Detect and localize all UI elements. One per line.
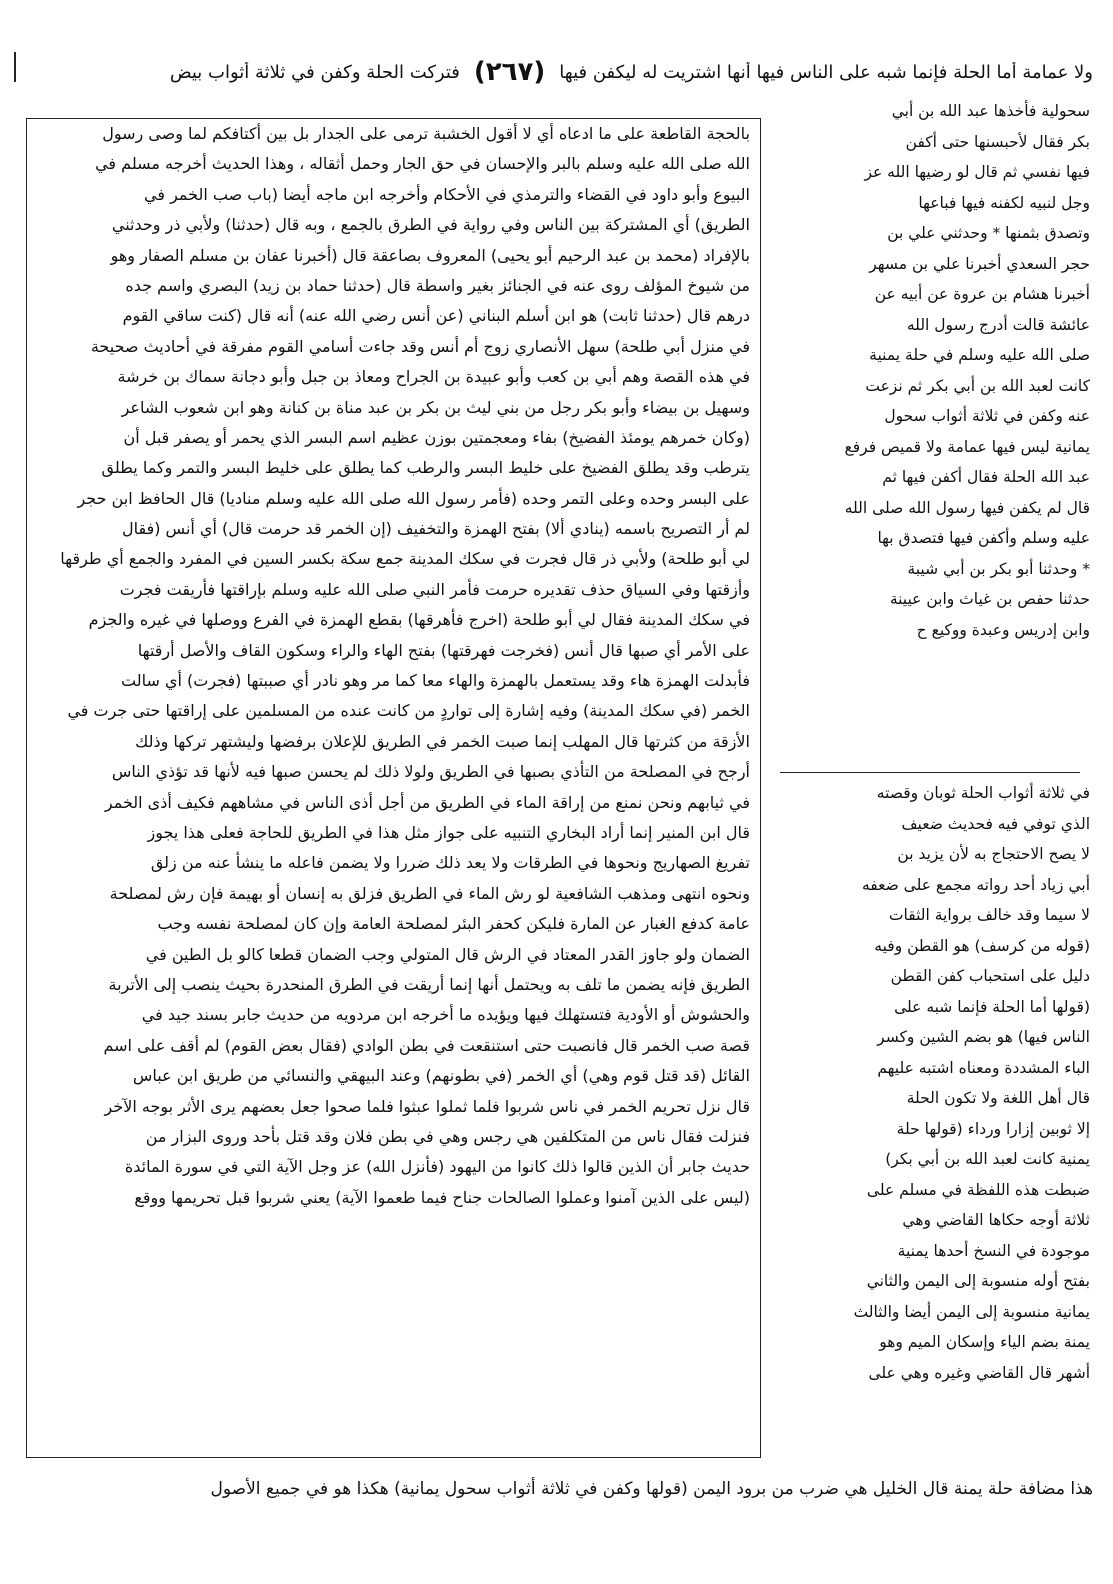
header-right-text: ولا عمامة أما الحلة فإنما شبه على الناس فيها أنها اشتريت له ليكفن فيها <box>559 61 1093 83</box>
margin-text-line: أخبرنا هشام بن عروة عن أبيه عن <box>874 285 1090 303</box>
margin-text-line: الذي توفي فيه فحديث ضعيف <box>901 814 1090 833</box>
margin-text-line: (قولها أما الحلة فإنما شبه على <box>894 997 1090 1016</box>
main-commentary-column <box>26 118 761 1458</box>
margin-text-line: الباء المشددة ومعناه اشتبه عليهم <box>877 1058 1090 1077</box>
margin-text-line: يمانية ليس فيها عمامة ولا قميص فرفع <box>844 437 1090 456</box>
main-text-line: درهم قال (حدثنا ثابت) هو ابن أسلم البناني (عن أنس رضي الله عنه) أنه قال (كنت ساقي القوم <box>122 306 750 326</box>
main-text-line: (وكان خمرهم يومئذ الفضيخ) بفاء ومعجمتين بوزن عظيم اسم البسر الذي يحمر أو يصفر قبل أن <box>123 427 750 447</box>
margin-text-line: أبي زياد أحد رواته مجمع على ضعفه <box>861 875 1090 894</box>
main-text-line: قصة صب الخمر قال فانصبت حتى استنقعت في بطن الوادي (فقال بعض القوم) لم أقف على اسم <box>103 1035 750 1055</box>
main-text-line: القائل (قد قتل قوم وهي) أي الخمر (في بطونهم) وعند البيهقي والنسائي من طريق ابن عباس <box>132 1066 750 1086</box>
main-text-line: والحشوش أو الأودية فتستهلك فيها ويؤيده ما أخرجه ابن مردويه من حديث جابر بسند جيد في <box>141 1005 750 1025</box>
margin-text-line: ضبطت هذه اللفظة في مسلم على <box>866 1180 1090 1199</box>
margin-text-line: إلا ثوبين إزارا ورداء (قولها حلة <box>896 1119 1090 1138</box>
margin-text-line: يمانية منسوبة إلى اليمن أيضا والثالث <box>853 1302 1090 1321</box>
margin-text-line: في ثلاثة أثواب الحلة ثوبان وقصته <box>876 784 1090 802</box>
margin-text-line: ثلاثة أوجه حكاها القاضي وهي <box>902 1211 1090 1229</box>
margin-text-line: بكر فقال لأحبسنها حتى أكفن <box>905 132 1090 151</box>
margin-text-upper <box>772 96 1090 768</box>
main-text-line: على الأمر أي صبها قال أنس (فخرجت فهرقتها) بفتح الهاء والراء وسكون القاف والأصل أرقتها <box>137 640 750 660</box>
main-text-line: الخمر (في سكك المدينة) وفيه إشارة إلى تواردٍ من كانت عنده من المسلمين على إراقتها حتى جرت في <box>67 701 750 721</box>
main-text-line: في ثيابهم ونحن نمنع من إراقة الماء في الطريق من أجل أذى الناس في مشاههم فكيف أذى الخمر <box>104 792 750 812</box>
main-text-line: تفريغ الصهاريج ونحوها في الطرقات ولا يعد ذلك ضررا ولا يضمن فاعله ما ينشأ عنه من زلق <box>150 853 750 873</box>
main-text-line: في منزل أبي طلحة) سهل الأنصاري زوج أم أنس وقد جاءت أسامي القوم مفرقة في أحاديث صحيحة <box>90 336 750 356</box>
margin-text-line: وتصدق بثمنها * وحدثني علي بن <box>887 224 1090 242</box>
main-text-line: قال ابن المنير إنما أراد البخاري التنبيه على جواز مثل هذا في الطريق للحاجة فعلى هذا يجوز <box>147 822 750 842</box>
main-text-line: لم أر التصريح باسمه (ينادي ألا) بفتح الهمزة والتخفيف (إن الخمر قد حرمت قال) أي أنس (فقال <box>121 519 750 539</box>
margin-text-line: حجر السعدي أخبرنا علي بن مسهر <box>869 254 1090 273</box>
main-text-line: يترطب وقد يطلق الفضيخ على خليط البسر والرطب كما يطلق على خليط البسر والتمر وكما يطلق <box>101 458 750 478</box>
main-text-line: في هذه القصة وهم أبي بن كعب وأبو عبيدة بن الجراح ومعاذ بن جبل وأبو دجانة سماك بن خرشة <box>117 367 750 387</box>
main-text-line: من شيوخ المؤلف روى عنه في الجنائز بغير واسطة قال (حدثنا حماد بن زيد) البصري واسم جده <box>125 275 750 295</box>
main-text-line: الله صلى الله عليه وسلم بالبر والإحسان في حق الجار وحمل أثقاله ، وهذا الحديث أخرجه مسلم في <box>95 154 750 174</box>
margin-text-line: عنه وكفن في ثلاثة أثواب سحول <box>884 407 1090 425</box>
main-text-line: الأزقة من كثرتها قال المهلب إنما صبت الخمر في الطريق للإعلان برفضها وليشتهر تركها وذلك <box>135 731 750 751</box>
main-text-line: قال نزل تحريم الخمر في ناس شربوا فلما ثملوا عبثوا فلما صحوا جعل بعضهم يرى الأثر بوجه الآخر <box>104 1096 750 1116</box>
margin-text-line: حدثنا حفص بن غياث وابن عيينة <box>889 590 1090 608</box>
main-text-line: أرجح في المصلحة من التأذي بصبها في الطريق ولولا ذلك لم يحسن صبها فيه لأنها قد تؤذي الناس <box>111 762 750 782</box>
footnote-line: هذا مضافة حلة يمنة قال الخليل هي ضرب من برود اليمن (قولها وكفن في ثلاثة أثواب سحول يمانية) هكذا هو في جميع الأصول <box>210 1479 1093 1499</box>
main-text-line: فأبدلت الهمزة هاء وقد يستعمل بالهمزة والهاء معا كما مر وهو نادر أي صببتها (فجرت) أي سالت <box>121 671 750 691</box>
main-text-line: الضمان ولو جاوز القدر المعتاد في الرش قال المتولي وجب الضمان قطعا كالو بل الطين في <box>145 944 750 964</box>
main-text-line: ونحوه انتهى ومذهب الشافعية لو رش الماء في الطريق فزلق به إنسان أو بهيمة فإن رش لمصلحة <box>109 883 750 903</box>
main-text-line: البيوع وأبو داود في القضاء والترمذي في الأحكام وأخرجه ابن ماجه أيضا (باب صب الخمر في <box>144 184 750 204</box>
margin-text-line: * وحدثنا أبو بكر بن أبي شيبة <box>907 559 1090 578</box>
main-text-line: لي أبو طلحة) ولأبي ذر قال فجرت في سكك المدينة جمع سكة بكسر السين في المفرد والجمع أي طرقها <box>60 549 750 569</box>
main-text-line: عامة كدفع الغبار عن المارة فليكن كحفر البئر لمصلحة العامة وإن كان لمصلحة نفسه وجب <box>157 914 750 934</box>
margin-text-line: دليل على استحباب كفن القطن <box>890 967 1090 985</box>
margin-text-line: يمنة بضم الياء وإسكان الميم وهو <box>879 1333 1090 1351</box>
main-text-line: الطريق فإنه يضمن ما تلف به ويحتمل أنها إنما أريقت في الطرق المنحدرة بحيث ينصب إلى الأتربة <box>108 974 750 994</box>
margin-text-line: عائشة قالت أدرج رسول الله <box>906 315 1090 334</box>
margin-text-line: وجل لنبيه لكفنه فيها فباعها <box>918 193 1090 212</box>
left-margin-rule <box>14 52 16 82</box>
main-text-line: بالحجة القاطعة على ما ادعاه أي لا أقول الخشبة ترمى على الجدار بل بين أكتافكم لما وصى رسول <box>102 124 750 143</box>
margin-text-lower <box>772 778 1090 1458</box>
margin-separator-rule <box>780 772 1080 773</box>
margin-text-line: عليه وسلم وأكفن فيها فتصدق بها <box>877 529 1090 547</box>
page-number: (٢٦٧) <box>473 57 546 87</box>
margin-text-line: وابن إدريس وعبدة ووكيع ح <box>916 620 1090 639</box>
margin-text-line: موجودة في النسخ أحدها يمنية <box>897 1241 1090 1260</box>
main-text-line: بالإفراد (محمد بن عبد الرحيم أبو يحيى) المعروف بصاعقة قال (أخبرنا عفان بن مسلم الصفار وهو <box>110 245 750 265</box>
margin-text-line: لا يصح الاحتجاج به لأن يزيد بن <box>897 845 1090 863</box>
main-text-line: (ليس على الذين آمنوا وعملوا الصالحات جناح فيما طعموا الآية) يعني شربوا قبل تحريمها ووقع <box>134 1187 750 1207</box>
main-text-line: فنزلت فقال ناس من المتكلفين هي رجس وهي في بطن فلان وقد قتل بأحد وروى البزار من <box>145 1126 750 1146</box>
margin-text-line: صلى الله عليه وسلم في حلة يمنية <box>869 346 1090 364</box>
margin-text-line: عبد الله الحلة فقال أكفن فيها ثم <box>882 468 1090 486</box>
main-text-line: حديث جابر أن الذين قالوا ذلك كانوا من اليهود (فأنزل الله) عز وجل الآية التي في سورة المائدة <box>124 1157 750 1177</box>
margin-text-line: (قوله من كرسف) هو القطن وفيه <box>874 936 1090 955</box>
margin-text-line: بفتح أوله منسوبة إلى اليمن والثاني <box>866 1272 1090 1290</box>
margin-text-line: الناس فيها) هو بضم الشين وكسر <box>877 1028 1090 1046</box>
header-left-text: فترکت الحلة وکفن في ثلاثة أثواب بيض <box>169 61 460 83</box>
main-text-line: في سكك المدينة فقال لي أبو طلحة (اخرج فأهرقها) بقطع الهمزة في الفرع ووصلها في غيره والجزم <box>88 610 750 630</box>
main-text-line: الطريق) أي المشتركة بين الناس وفي رواية في الطرق بالجمع ، وبه قال (حدثنا) ولأبي ذر وحدثني <box>111 215 750 235</box>
margin-text-line: فيها نفسي ثم قال لو رضيها الله عز <box>864 163 1090 181</box>
margin-text-line: قال أهل اللغة ولا تكون الحلة <box>906 1089 1090 1107</box>
main-text-line: على البسر وحده وعلى التمر وحده (فأمر رسول الله صلى الله عليه وسلم مناديا) قال الحافظ ابن حجر <box>77 488 750 508</box>
main-text-line: وسهيل بن بيضاء وأبو بكر رجل من بني ليث بن بكر بن عبد مناة بن كنانة وهو ابن شعوب الشاعر <box>121 397 750 417</box>
main-text-line: وأزقتها وفي السياق حذف تقديره حرمت فأمر النبي صلى الله عليه وسلم بإراقتها فأريقت فجرت <box>119 579 750 599</box>
margin-text-line: كانت لعبد الله بن أبي بكر ثم نزعت <box>865 376 1090 395</box>
margin-text-line: لا سيما وقد خالف برواية الثقات <box>888 906 1090 924</box>
margin-text-line: يمنية كانت لعبد الله بن أبي بكر) <box>885 1150 1090 1168</box>
margin-text-line: سحولية فأخذها عبد الله بن أبي <box>891 102 1090 120</box>
margin-text-line: قال لم يكفن فيها رسول الله صلى الله <box>844 498 1090 517</box>
margin-text-line: أشهر قال القاضي وغيره وهي على <box>868 1363 1090 1382</box>
running-header <box>24 52 1093 92</box>
